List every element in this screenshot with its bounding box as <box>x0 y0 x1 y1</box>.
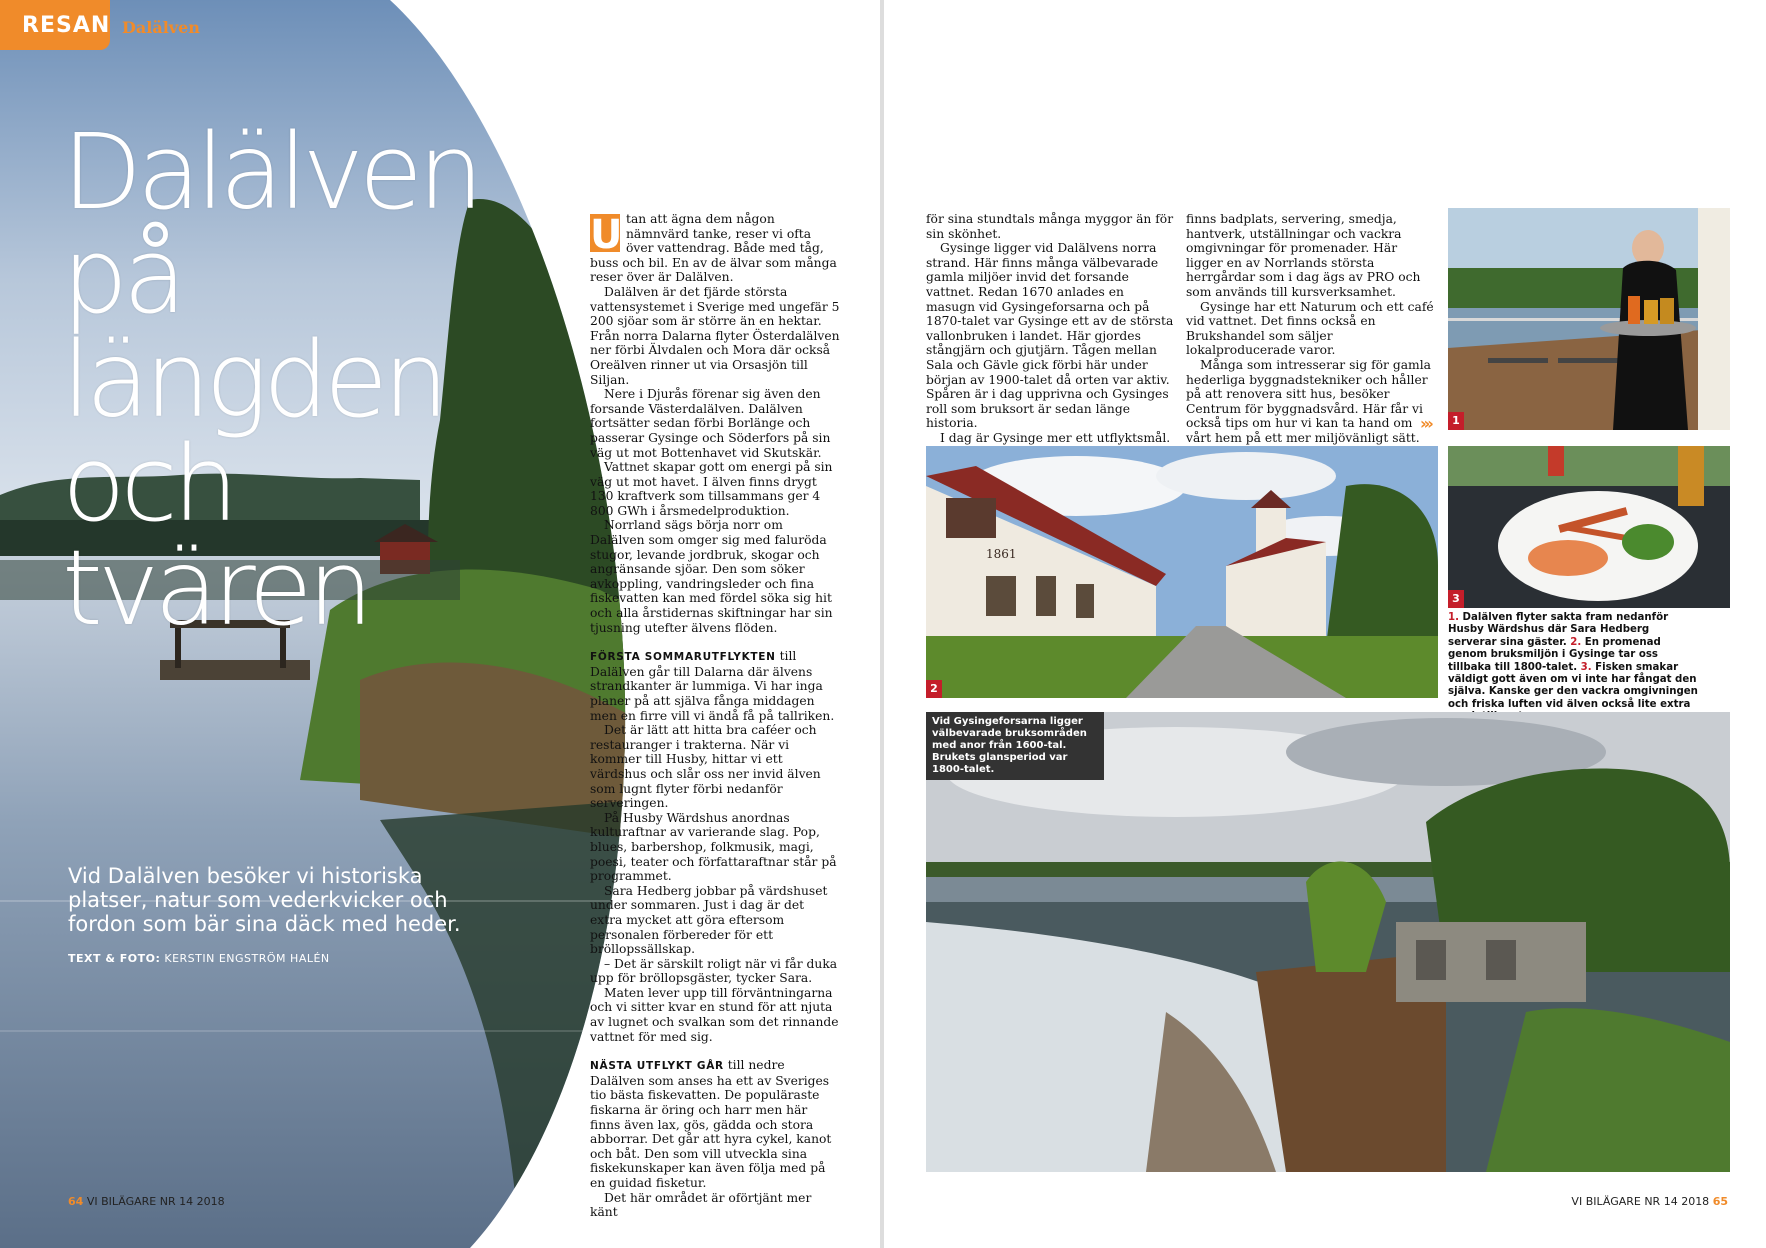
photo-caption <box>1448 612 1698 724</box>
photo-number-3: 3 <box>1448 590 1464 608</box>
kicker-2-text: till nedre Dalälven som anses ha ett av Sveriges tio bästa fiskevatten. De populäraste fiskarna är öring och harr men här finns även lax, gös, gädda och stora abborrar. Det går att hyra cykel, kanot och båt. Den som vill utveckla sina fiskekunskaper kan även följa med på en guidad fisketur. <box>590 1058 832 1190</box>
body-paragraph: finns badplats, servering, smedja, hantverk, utställningar och vackra omgivningar för promenader. Här ligger en av Norrlands största herrgårdar som i dag ägs av PRO och som används till kursverksamhet. <box>1186 212 1421 299</box>
body-paragraph: Nere i Djurås förenar sig även den forsande Västerdalälven. Dalälven fortsätter sedan förbi Borlänge och passerar Gysinge och Söderfors på sin väg ut mot Bottenhavet vid Skutskär. <box>590 387 831 460</box>
folio-right <box>1571 1195 1728 1208</box>
caption-number-3: 3. <box>1580 661 1592 673</box>
byline <box>68 952 330 965</box>
headline-line-2: på längden <box>62 215 444 441</box>
page-number: 64 <box>68 1195 84 1208</box>
ingress: Vid Dalälven besöker vi historiska platser, natur som vederkvicker och fordon som bär sina däck med heder. <box>68 864 461 936</box>
byline-name: KERSTIN ENGSTRÖM HALÉN <box>164 952 330 965</box>
body-paragraph: Sara Hedberg jobbar på värdshuset under sommaren. Just i dag är det extra mycket att göra eftersom personalen förbereder för ett bröllopssällskap. <box>590 883 828 957</box>
body-paragraph: Norrland sägs börja norr om Dalälven som omger sig med faluröda stugor, levande jordbruk, skogar och angränsande sjöar. Den som söker avkoppling, vandringsleder och fina fiskevatten kan med fördel söka sig hit och alla årstidernas skiftningar har sin tjusning utefter älvens flöden. <box>590 518 833 635</box>
body-paragraph: för sina stundtals många myggor än för sin skönhet. <box>926 212 1174 241</box>
caption-text-3: Fisken smakar väldigt gott även om vi inte har fångat den själva. Kanske ger den vackra omgivningen och friska luften vid älven också lite extra <box>1448 661 1698 710</box>
photo-gysinge-street <box>926 446 1438 698</box>
kicker-1: FÖRSTA SOMMARUTFLYKTEN <box>590 651 776 664</box>
caption-text-2: En promenad genom bruksmiljön i Gysinge tar oss tillbaka till 1800-talet. <box>1448 636 1661 673</box>
body-paragraph: I dag är Gysinge mer ett utflyktsmål. <box>940 430 1171 445</box>
caption-number-1: 1. <box>1448 612 1459 623</box>
headline-line-1: Dalälven <box>62 111 479 233</box>
byline-label: TEXT & FOTO: <box>68 952 161 965</box>
more-arrow-icon: ››› <box>1420 414 1431 433</box>
body-column-left <box>590 212 840 1220</box>
drop-cap: U <box>590 212 623 258</box>
body-paragraph: Många som intresserar sig för gamla hederliga byggnadstekniker och håller på att renovera sitt hus, besöker Centrum för byggnadsvård. Här får vi också tips om hur vi kan ta hand om vårt hem på ett mer miljövänligt sätt. <box>1186 357 1431 445</box>
body-paragraph: – Det är särskilt roligt när vi får duka upp för bröllopsgäster, tycker Sara. <box>590 956 838 986</box>
section-subtitle: Dalälven <box>122 18 200 37</box>
photo-number-1: 1 <box>1448 412 1464 430</box>
page-number: 65 <box>1712 1195 1728 1208</box>
section-tag: RESAN <box>0 0 110 50</box>
headline-line-3: och tvären <box>62 423 369 649</box>
overlay-caption: Vid Gysingeforsarna ligger välbevarade bruksområden med anor från 1600-tal. Brukets glansperiod var 1800-talet. <box>926 712 1104 780</box>
headline <box>62 111 522 649</box>
body-paragraph: Gysinge ligger vid Dalälvens norra strand. Här finns många välbevarade gamla miljöer invid det forsande vattnet. Redan 1670 anlades en masugn vid Gysingeforsarna och på 1870-talet var Gysinge ett av de största vallonbruken i landet. Här gjordes stångjärn och gjutjärn. Tågen mellan Sala och Gävle gick förbi här under början av 1900-talet då orten var aktiv. Spåren är i dag upprivna och Gysinges roll som bruksort är sedan länge historia. <box>926 241 1174 431</box>
body-paragraph: Maten lever upp till förväntningarna och vi sitter kvar en stund för att njuta av lugnet och svalkan som det rinnande vattnet för med sig. <box>590 985 839 1044</box>
kicker-paragraph-2 <box>590 1058 840 1190</box>
lead-paragraph: tan att ägna dem någon nämnvärd tanke, reser vi ofta över vattendrag. Både med tåg, buss och bil. En av de älvar som många reser över är Dalälven. <box>590 212 837 285</box>
body-paragraph: På Husby Wärdshus anordnas kulturaftnar av varierande slag. Pop, blues, barbershop, folkmusik, magi, poesi, teater och författaraftnar står på programmet. <box>590 810 837 884</box>
magazine-issue: VI BILÄGARE NR 14 2018 <box>86 1195 225 1208</box>
photo-number-2: 2 <box>926 680 942 698</box>
kicker-paragraph-1 <box>590 649 840 723</box>
body-paragraph: Det här området är oförtjänt mer känt <box>590 1190 812 1220</box>
body-paragraph: Vattnet skapar gott om energi på sin väg ut mot havet. I älven finns drygt 130 kraftverk som tillsammans ger 4 800 GWh i årsmedelproduktion. <box>590 460 833 518</box>
building-year-label: 1861 <box>986 547 1017 561</box>
folio-left <box>68 1195 225 1208</box>
body-column-right-2 <box>1186 212 1436 446</box>
photo-gysinge-rapids <box>926 712 1730 1172</box>
kicker-2: NÄSTA UTFLYKT GÅR <box>590 1060 724 1073</box>
body-paragraph: Dalälven är det fjärde största vattensystemet i Sverige med ungefär 5 200 sjöar som är större än en hektar. Från norra Dalarna flyter Österdalälven ner förbi Älvdalen och Mora där också Oreälven rinner ut via Orsasjön till Siljan. <box>590 284 840 387</box>
body-paragraph: Gysinge har ett Naturum och ett café vid vattnet. Det finns också en Brukshandel som säljer lokalproducerade varor. <box>1186 299 1434 358</box>
caption-number-2: 2. <box>1570 636 1582 648</box>
photo-fish-plate <box>1448 446 1730 608</box>
caption-text-1: Dalälven flyter sakta fram nedanför Husby Wärdshus där Sara Hedberg serverar sina gäster. <box>1448 612 1669 648</box>
photo-terrace-waitress <box>1448 208 1730 430</box>
body-column-right-1 <box>926 212 1176 460</box>
left-page <box>0 0 880 1248</box>
kicker-1-text: till Dalälven går till Dalarna där älvens strandkanter är lummiga. Vi har inga planer på att själva fånga middagen men en firre vill vi ändå få på tallriken. <box>590 649 835 723</box>
body-paragraph: Det är lätt att hitta bra caféer och restauranger i trakterna. När vi kommer till Husby, hittar vi ett värdshus och slår oss ner invid älven som lugnt flyter förbi nedanför serveringen. <box>590 723 821 811</box>
right-page <box>884 0 1766 1248</box>
magazine-issue: VI BILÄGARE NR 14 2018 <box>1571 1195 1710 1208</box>
